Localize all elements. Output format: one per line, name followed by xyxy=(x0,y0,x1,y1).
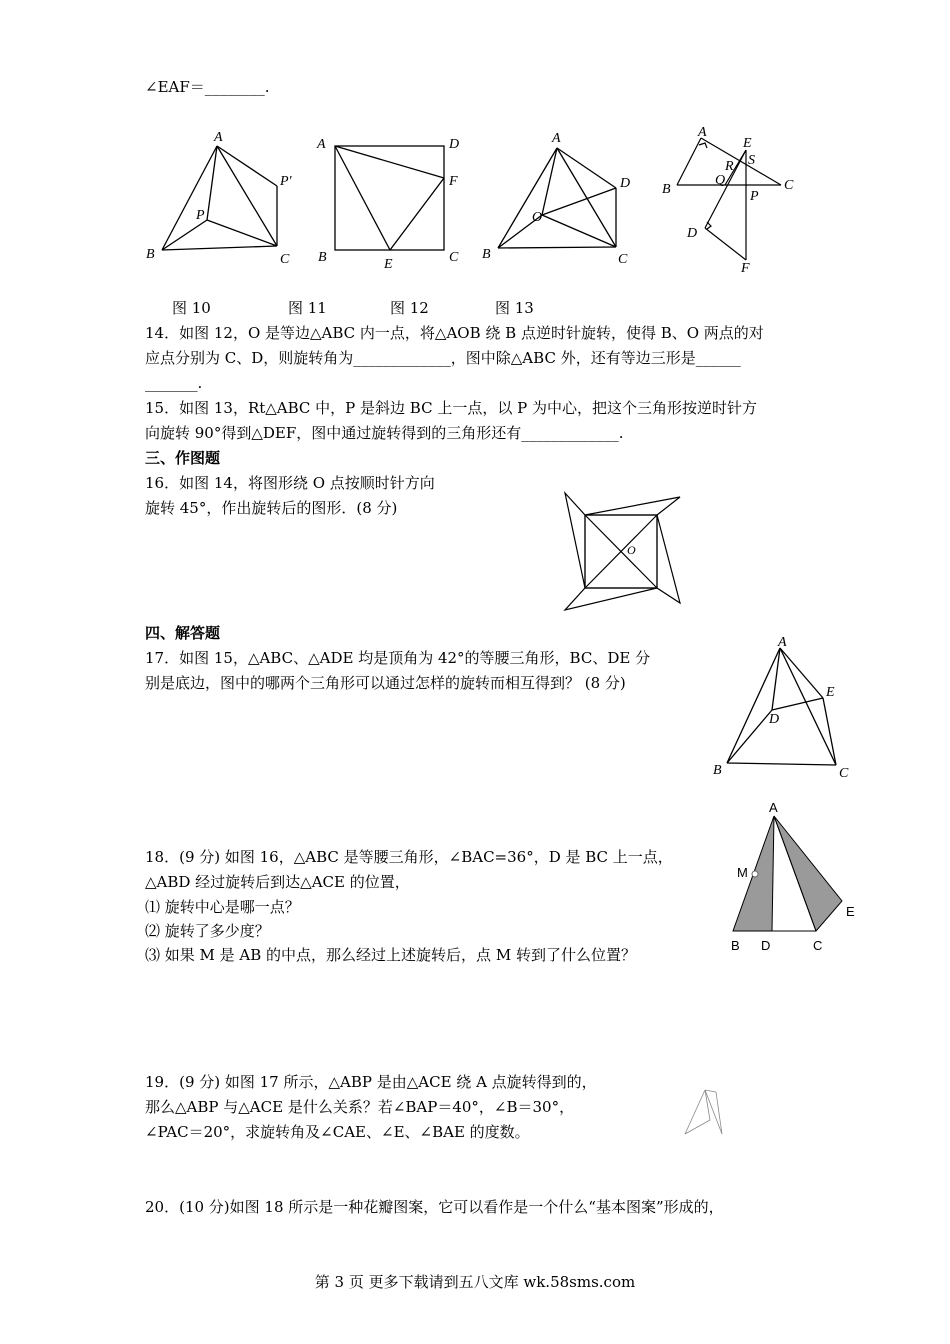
fig13-label-f: F xyxy=(741,261,750,276)
q18-line1: 18．(9 分) 如图 16，△ABC 是等腰三角形，∠BAC=36°，D 是 BC 上一点， xyxy=(145,848,673,866)
fig16-label-c: C xyxy=(813,938,823,953)
fig13-label-e: E xyxy=(743,136,752,151)
fig10-label-p-prime: P' xyxy=(280,174,292,189)
fig15-label-e: E xyxy=(826,685,835,700)
fig13-label-s: S xyxy=(748,153,755,168)
q20-line1: 20．(10 分)如图 18 所示是一种花瓣图案，它可以看作是一个什么“基本图案”形成的， xyxy=(145,1198,724,1216)
fig11-label-a: A xyxy=(317,137,326,152)
figure-13 xyxy=(655,120,815,280)
q14-line3: _______. xyxy=(145,374,203,392)
fig15-label-b: B xyxy=(713,763,722,778)
figure-11 xyxy=(310,128,470,273)
q15-line2: 向旋转 90°得到△DEF，图中通过旋转得到的三角形还有_____________. xyxy=(145,424,624,442)
q19-line3: ∠PAC＝20°，求旋转角及∠CAE、∠E、∠BAE 的度数。 xyxy=(145,1123,530,1141)
section-heading-4: 四、解答题 xyxy=(145,624,221,642)
fig16-label-m: M xyxy=(737,865,748,880)
fig13-label-b: B xyxy=(662,182,671,197)
figure-12 xyxy=(478,125,648,275)
q13-tail: ∠EAF＝________. xyxy=(145,78,270,96)
fig12-label-b: B xyxy=(482,247,491,262)
q19-line1: 19．(9 分) 如图 17 所示，△ABP 是由△ACE 绕 A 点旋转得到的， xyxy=(145,1073,597,1091)
q16-line1: 16．如图 14，将图形绕 O 点按顺时针方向 xyxy=(145,474,435,492)
fig15-label-d: D xyxy=(769,712,780,727)
fig13-label-p: P xyxy=(750,189,759,204)
figure-10 xyxy=(140,125,310,275)
q18-line5: ⑶ 如果 M 是 AB 的中点，那么经过上述旋转后，点 M 转到了什么位置？ xyxy=(145,946,636,964)
fig16-label-d: D xyxy=(761,938,771,953)
fig16-label-e: E xyxy=(846,904,855,919)
fig11-label-b: B xyxy=(318,250,327,265)
fig13-label-c: C xyxy=(784,178,794,193)
fig10-label-c: C xyxy=(280,252,290,267)
figure-14 xyxy=(555,485,695,620)
fig11-label-c: C xyxy=(449,250,459,265)
fig16-label-b: B xyxy=(731,938,740,953)
fig12-label-o: O xyxy=(532,210,543,225)
fig15-label-c: C xyxy=(839,766,849,781)
caption-fig11: 图 11 xyxy=(288,299,327,317)
fig12-label-c: C xyxy=(618,252,628,267)
page-footer: 第 3 页 更多下载请到五八文库 wk.58sms.com xyxy=(314,1273,636,1291)
q18-line4: ⑵ 旋转了多少度？ xyxy=(145,922,270,940)
q18-line2: △ABD 经过旋转后到达△ACE 的位置， xyxy=(145,873,410,891)
fig11-label-d: D xyxy=(449,137,460,152)
figure-15 xyxy=(705,630,865,785)
fig16-shaded-ace xyxy=(774,816,842,931)
caption-fig13: 图 13 xyxy=(495,299,534,317)
figure-17 xyxy=(680,1082,730,1142)
fig12-label-a: A xyxy=(552,131,561,146)
fig10-label-a: A xyxy=(214,130,223,145)
figure-16 xyxy=(725,798,875,958)
q17-line1: 17．如图 15，△ABC、△ADE 均是顶角为 42°的等腰三角形，BC、DE 分 xyxy=(145,649,651,667)
q16-line2: 旋转 45°，作出旋转后的图形．(8 分) xyxy=(145,499,398,517)
q14-line2: 应点分别为 C、D，则旋转角为_____________，图中除△ABC 外，还有等边三形是______ xyxy=(145,349,741,367)
q14-line1: 14．如图 12，O 是等边△ABC 内一点，将△AOB 绕 B 点逆时针旋转，使得 B、O 两点的对 xyxy=(145,324,764,342)
fig10-label-p: P xyxy=(196,208,205,223)
fig11-label-f: F xyxy=(449,174,458,189)
fig11-label-e: E xyxy=(384,257,393,272)
fig13-label-d: D xyxy=(687,226,698,241)
q15-line1: 15．如图 13，Rt△ABC 中，P 是斜边 BC 上一点，以 P 为中心，把这个三角形按逆时针方 xyxy=(145,399,757,417)
fig13-label-a: A xyxy=(698,125,707,140)
fig14-label-o: O xyxy=(627,543,636,557)
caption-fig12: 图 12 xyxy=(390,299,429,317)
fig16-label-a: A xyxy=(769,800,778,815)
caption-fig10: 图 10 xyxy=(172,299,211,317)
fig13-label-q: Q xyxy=(715,173,726,188)
fig12-label-d: D xyxy=(620,176,631,191)
q18-line3: ⑴ 旋转中心是哪一点？ xyxy=(145,898,300,916)
q19-line2: 那么△ABP 与△ACE 是什么关系？若∠BAP＝40°，∠B＝30°， xyxy=(145,1098,575,1116)
fig16-point-m xyxy=(752,871,758,877)
fig15-label-a: A xyxy=(778,635,787,650)
q17-line2: 别是底边，图中的哪两个三角形可以通过怎样的旋转而相互得到？ (8 分) xyxy=(145,674,626,692)
section-heading-3: 三、作图题 xyxy=(145,449,221,467)
fig10-label-b: B xyxy=(146,247,155,262)
fig13-label-r: R xyxy=(725,159,734,174)
